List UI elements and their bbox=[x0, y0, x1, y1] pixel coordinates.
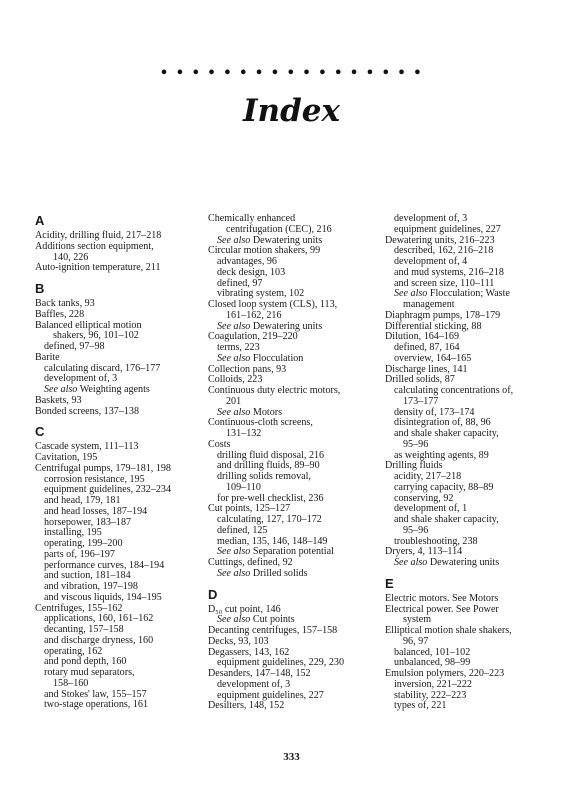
see-also-target: Cut points bbox=[250, 614, 295, 626]
page-number: 333 bbox=[283, 751, 300, 763]
index-subentry: 96, 97 bbox=[403, 635, 429, 647]
see-also-target: Separation potential bbox=[250, 546, 334, 558]
index-entry: Dryers, 4, 113–114 bbox=[385, 546, 463, 558]
see-also-target: Flocculation bbox=[250, 352, 304, 364]
index-entry: Continuous duty electric motors, bbox=[208, 385, 341, 396]
index-subentry: defined, 97–98 bbox=[44, 341, 105, 352]
see-also-target: Dewatering units bbox=[427, 557, 500, 568]
index-subentry: centrifugation (CEC), 216 bbox=[226, 223, 332, 235]
index-subentry: applications, 160, 161–162 bbox=[44, 613, 154, 625]
index-subentry: and drilling fluids, 89–90 bbox=[217, 460, 320, 472]
index-subentry: equipment guidelines, 232–234 bbox=[44, 484, 171, 496]
index-entry: Closed loop system (CLS), 113, bbox=[208, 299, 338, 310]
index-subentry: and shale shaker capacity, bbox=[394, 514, 499, 525]
index-entry: Continuous-cloth screens, bbox=[208, 417, 313, 429]
index-entry: Emulsion polymers, 220–223 bbox=[385, 668, 505, 679]
index-entry: Baskets, 93 bbox=[35, 394, 82, 406]
index-subentry: disintegration of, 88, 96 bbox=[394, 417, 491, 429]
index-subentry: deck design, 103 bbox=[217, 266, 286, 278]
index-entry: Centrifugal pumps, 179–181, 198 bbox=[35, 462, 171, 474]
index-subentry: and discharge dryness, 160 bbox=[44, 634, 154, 646]
index-subentry: conserving, 92 bbox=[394, 492, 454, 504]
see-also-label: See also bbox=[217, 320, 251, 332]
index-subentry: calculating, 127, 170–172 bbox=[217, 514, 322, 525]
index-subentry bbox=[385, 558, 560, 569]
index-subentry: defined, 125 bbox=[217, 524, 268, 536]
index-entry: Desanders, 147–148, 152 bbox=[208, 668, 311, 679]
index-subentry: and head, 179, 181 bbox=[44, 495, 121, 506]
index-entry: Electric motors. See Motors bbox=[385, 592, 499, 604]
index-subentry: 173–177 bbox=[403, 395, 439, 407]
index-subentry: overview, 164–165 bbox=[394, 352, 472, 364]
index-entry: D₅₀ cut point, 146 bbox=[208, 603, 281, 615]
index-subentry: development of, 3 bbox=[394, 213, 468, 224]
index-subentry: median, 135, 146, 148–149 bbox=[217, 535, 328, 547]
index-entry: Degassers, 143, 162 bbox=[208, 646, 290, 658]
section-letter: E bbox=[385, 575, 394, 591]
see-also-label: See also bbox=[217, 352, 251, 364]
index-subentry: unbalanced, 98–99 bbox=[394, 657, 471, 669]
index-subentry: advantages, 96 bbox=[217, 256, 277, 267]
index-column-1 bbox=[35, 214, 203, 711]
header-dots: • • • • • • • • • • • • • • • • • bbox=[159, 66, 424, 81]
index-entry: Coagulation, 219–220 bbox=[208, 331, 298, 343]
index-subentry: and pond depth, 160 bbox=[44, 656, 127, 668]
index-subentry: and head losses, 187–194 bbox=[44, 505, 148, 517]
index-subentry: acidity, 217–218 bbox=[394, 471, 462, 482]
index-subentry: 95–96 bbox=[403, 524, 429, 536]
index-entry: Back tanks, 93 bbox=[35, 298, 95, 309]
index-entry: Collection pans, 93 bbox=[208, 363, 287, 375]
see-also-label: See also bbox=[217, 234, 251, 246]
index-subentry: defined, 97 bbox=[217, 277, 263, 289]
page-title: Index bbox=[243, 93, 340, 129]
see-also-target: Dewatering units bbox=[250, 320, 323, 332]
index-entry: Chemically enhanced bbox=[208, 213, 296, 224]
index-subentry: defined, 87, 164 bbox=[394, 342, 460, 353]
index-entry: Cut points, 125–127 bbox=[208, 503, 291, 515]
index-entry: Discharge lines, 141 bbox=[385, 363, 468, 375]
index-entry: Cavitation, 195 bbox=[35, 452, 98, 463]
index-subentry: system bbox=[403, 614, 432, 626]
index-subentry: 161–162, 216 bbox=[226, 309, 282, 321]
index-entry: Balanced elliptical motion bbox=[35, 319, 142, 331]
index-subentry: performance curves, 184–194 bbox=[44, 559, 165, 571]
section-letter: D bbox=[208, 586, 218, 602]
see-also-target: Weighting agents bbox=[77, 384, 150, 395]
index-entry: Diaphragm pumps, 178–179 bbox=[385, 309, 501, 321]
index-subentry bbox=[208, 569, 380, 580]
index-subentry: calculating discard, 176–177 bbox=[44, 362, 161, 374]
index-subentry: corrosion resistance, 195 bbox=[44, 473, 145, 485]
index-subentry: drilling fluid disposal, 216 bbox=[217, 449, 325, 461]
index-subentry: carrying capacity, 88–89 bbox=[394, 481, 494, 493]
index-subentry: development of, 4 bbox=[394, 256, 468, 267]
see-also-target: Flocculation; Waste bbox=[427, 288, 510, 300]
see-also-label: See also bbox=[217, 406, 251, 418]
index-entry: Barite bbox=[35, 351, 60, 363]
see-also-label: See also bbox=[217, 546, 251, 558]
index-subentry: development of, 3 bbox=[217, 678, 291, 690]
index-entry: Auto-ignition temperature, 211 bbox=[35, 262, 161, 274]
index-subentry: 95–96 bbox=[403, 438, 429, 450]
index-subentry: terms, 223 bbox=[217, 342, 260, 353]
index-subentry: and screen size, 110–111 bbox=[394, 277, 495, 289]
index-subentry: development of, 1 bbox=[394, 503, 468, 515]
index-entry: Drilled solids, 87 bbox=[385, 374, 455, 386]
index-subentry: 201 bbox=[226, 395, 242, 407]
section-letter: C bbox=[35, 424, 45, 440]
index-subentry: and suction, 181–184 bbox=[44, 570, 131, 582]
index-subentry: 109–110 bbox=[226, 481, 261, 493]
index-entry: Decanting centrifuges, 157–158 bbox=[208, 625, 338, 636]
see-also-target: Dewatering units bbox=[250, 234, 323, 246]
index-subentry: two-stage operations, 161 bbox=[44, 699, 148, 711]
index-entry: Decks, 93, 103 bbox=[208, 635, 269, 647]
section-letter: B bbox=[35, 281, 45, 296]
index-entry: Cascade system, 111–113 bbox=[35, 441, 139, 453]
index-subentry: described, 162, 216–218 bbox=[394, 245, 494, 257]
index-subentry: and vibration, 197–198 bbox=[44, 581, 138, 592]
index-entry: Bonded screens, 137–138 bbox=[35, 405, 140, 417]
index-entry: Differential sticking, 88 bbox=[385, 320, 482, 332]
index-subentry: troubleshooting, 238 bbox=[394, 535, 478, 547]
index-entry: Baffles, 228 bbox=[35, 308, 85, 320]
index-entry: Cuttings, defined, 92 bbox=[208, 557, 293, 568]
index-subentry: for pre-well checklist, 236 bbox=[217, 492, 324, 504]
index-entry: Elliptical motion shale shakers, bbox=[385, 625, 512, 636]
index-subentry: types of, 221 bbox=[394, 700, 447, 712]
index-subentry: balanced, 101–102 bbox=[394, 646, 471, 658]
index-entry: Acidity, drilling fluid, 217–218 bbox=[35, 230, 162, 241]
index-subentry: parts of, 196–197 bbox=[44, 548, 115, 560]
index-subentry bbox=[208, 354, 380, 365]
index-subentry: and Stokes' law, 155–157 bbox=[44, 688, 147, 700]
index-subentry: drilling solids removal, bbox=[217, 471, 311, 482]
index-subentry: decanting, 157–158 bbox=[44, 624, 124, 635]
see-also-label: See also bbox=[217, 567, 251, 579]
index-subentry: operating, 162 bbox=[44, 645, 103, 657]
index-subentry: management bbox=[403, 299, 455, 310]
see-also-label: See also bbox=[394, 557, 428, 568]
index-subentry: inversion, 221–222 bbox=[394, 678, 472, 690]
index-entry: Costs bbox=[208, 438, 231, 450]
see-also-label: See also bbox=[394, 288, 428, 300]
index-subentry: and mud systems, 216–218 bbox=[394, 266, 504, 278]
index-entry: Additions section equipment, bbox=[35, 240, 154, 252]
index-subentry: operating, 199–200 bbox=[44, 538, 123, 549]
index-column-2 bbox=[208, 214, 380, 712]
index-subentry: and shale shaker capacity, bbox=[394, 428, 499, 439]
index-subentry: rotary mud separators, bbox=[44, 667, 135, 678]
index-subentry: shakers, 96, 101–102 bbox=[53, 330, 139, 342]
index-subentry: installing, 195 bbox=[44, 527, 102, 539]
see-also-target: Drilled solids bbox=[250, 567, 308, 579]
index-subentry: density of, 173–174 bbox=[394, 406, 475, 418]
index-subentry: development of, 3 bbox=[44, 373, 118, 385]
section-letter: A bbox=[35, 213, 45, 228]
index-subentry: equipment guidelines, 227 bbox=[394, 223, 501, 235]
index-entry: Drilling fluids bbox=[385, 460, 443, 472]
index-subentry: and viscous liquids, 194–195 bbox=[44, 591, 162, 603]
index-entry: Electrical power. See Power bbox=[385, 603, 499, 615]
index-subentry: 131–132 bbox=[226, 428, 262, 439]
index-entry: Circular motion shakers, 99 bbox=[208, 245, 321, 257]
index-subentry: 140, 226 bbox=[53, 251, 89, 263]
index-subentry: equipment guidelines, 227 bbox=[217, 689, 324, 701]
index-column-3 bbox=[385, 214, 560, 712]
index-subentry: as weighting agents, 89 bbox=[394, 449, 489, 461]
index-entry: Colloids, 223 bbox=[208, 374, 263, 386]
index-entry: Dewatering units, 216–223 bbox=[385, 234, 495, 246]
index-subentry: horsepower, 183–187 bbox=[44, 516, 132, 528]
see-also-label: See also bbox=[44, 384, 78, 395]
index-subentry: 158–160 bbox=[53, 677, 89, 689]
index-entry: Dilution, 164–169 bbox=[385, 331, 460, 343]
index-subentry: stability, 222–223 bbox=[394, 689, 467, 701]
index-subentry: calculating concentrations of, bbox=[394, 385, 514, 396]
index-subentry: equipment guidelines, 229, 230 bbox=[217, 657, 344, 669]
index-subentry: vibrating system, 102 bbox=[217, 288, 305, 300]
see-also-label: See also bbox=[217, 614, 251, 626]
see-also-target: Motors bbox=[250, 406, 283, 418]
index-entry: Centrifuges, 155–162 bbox=[35, 602, 123, 614]
index-entry: Desilters, 148, 152 bbox=[208, 700, 285, 712]
